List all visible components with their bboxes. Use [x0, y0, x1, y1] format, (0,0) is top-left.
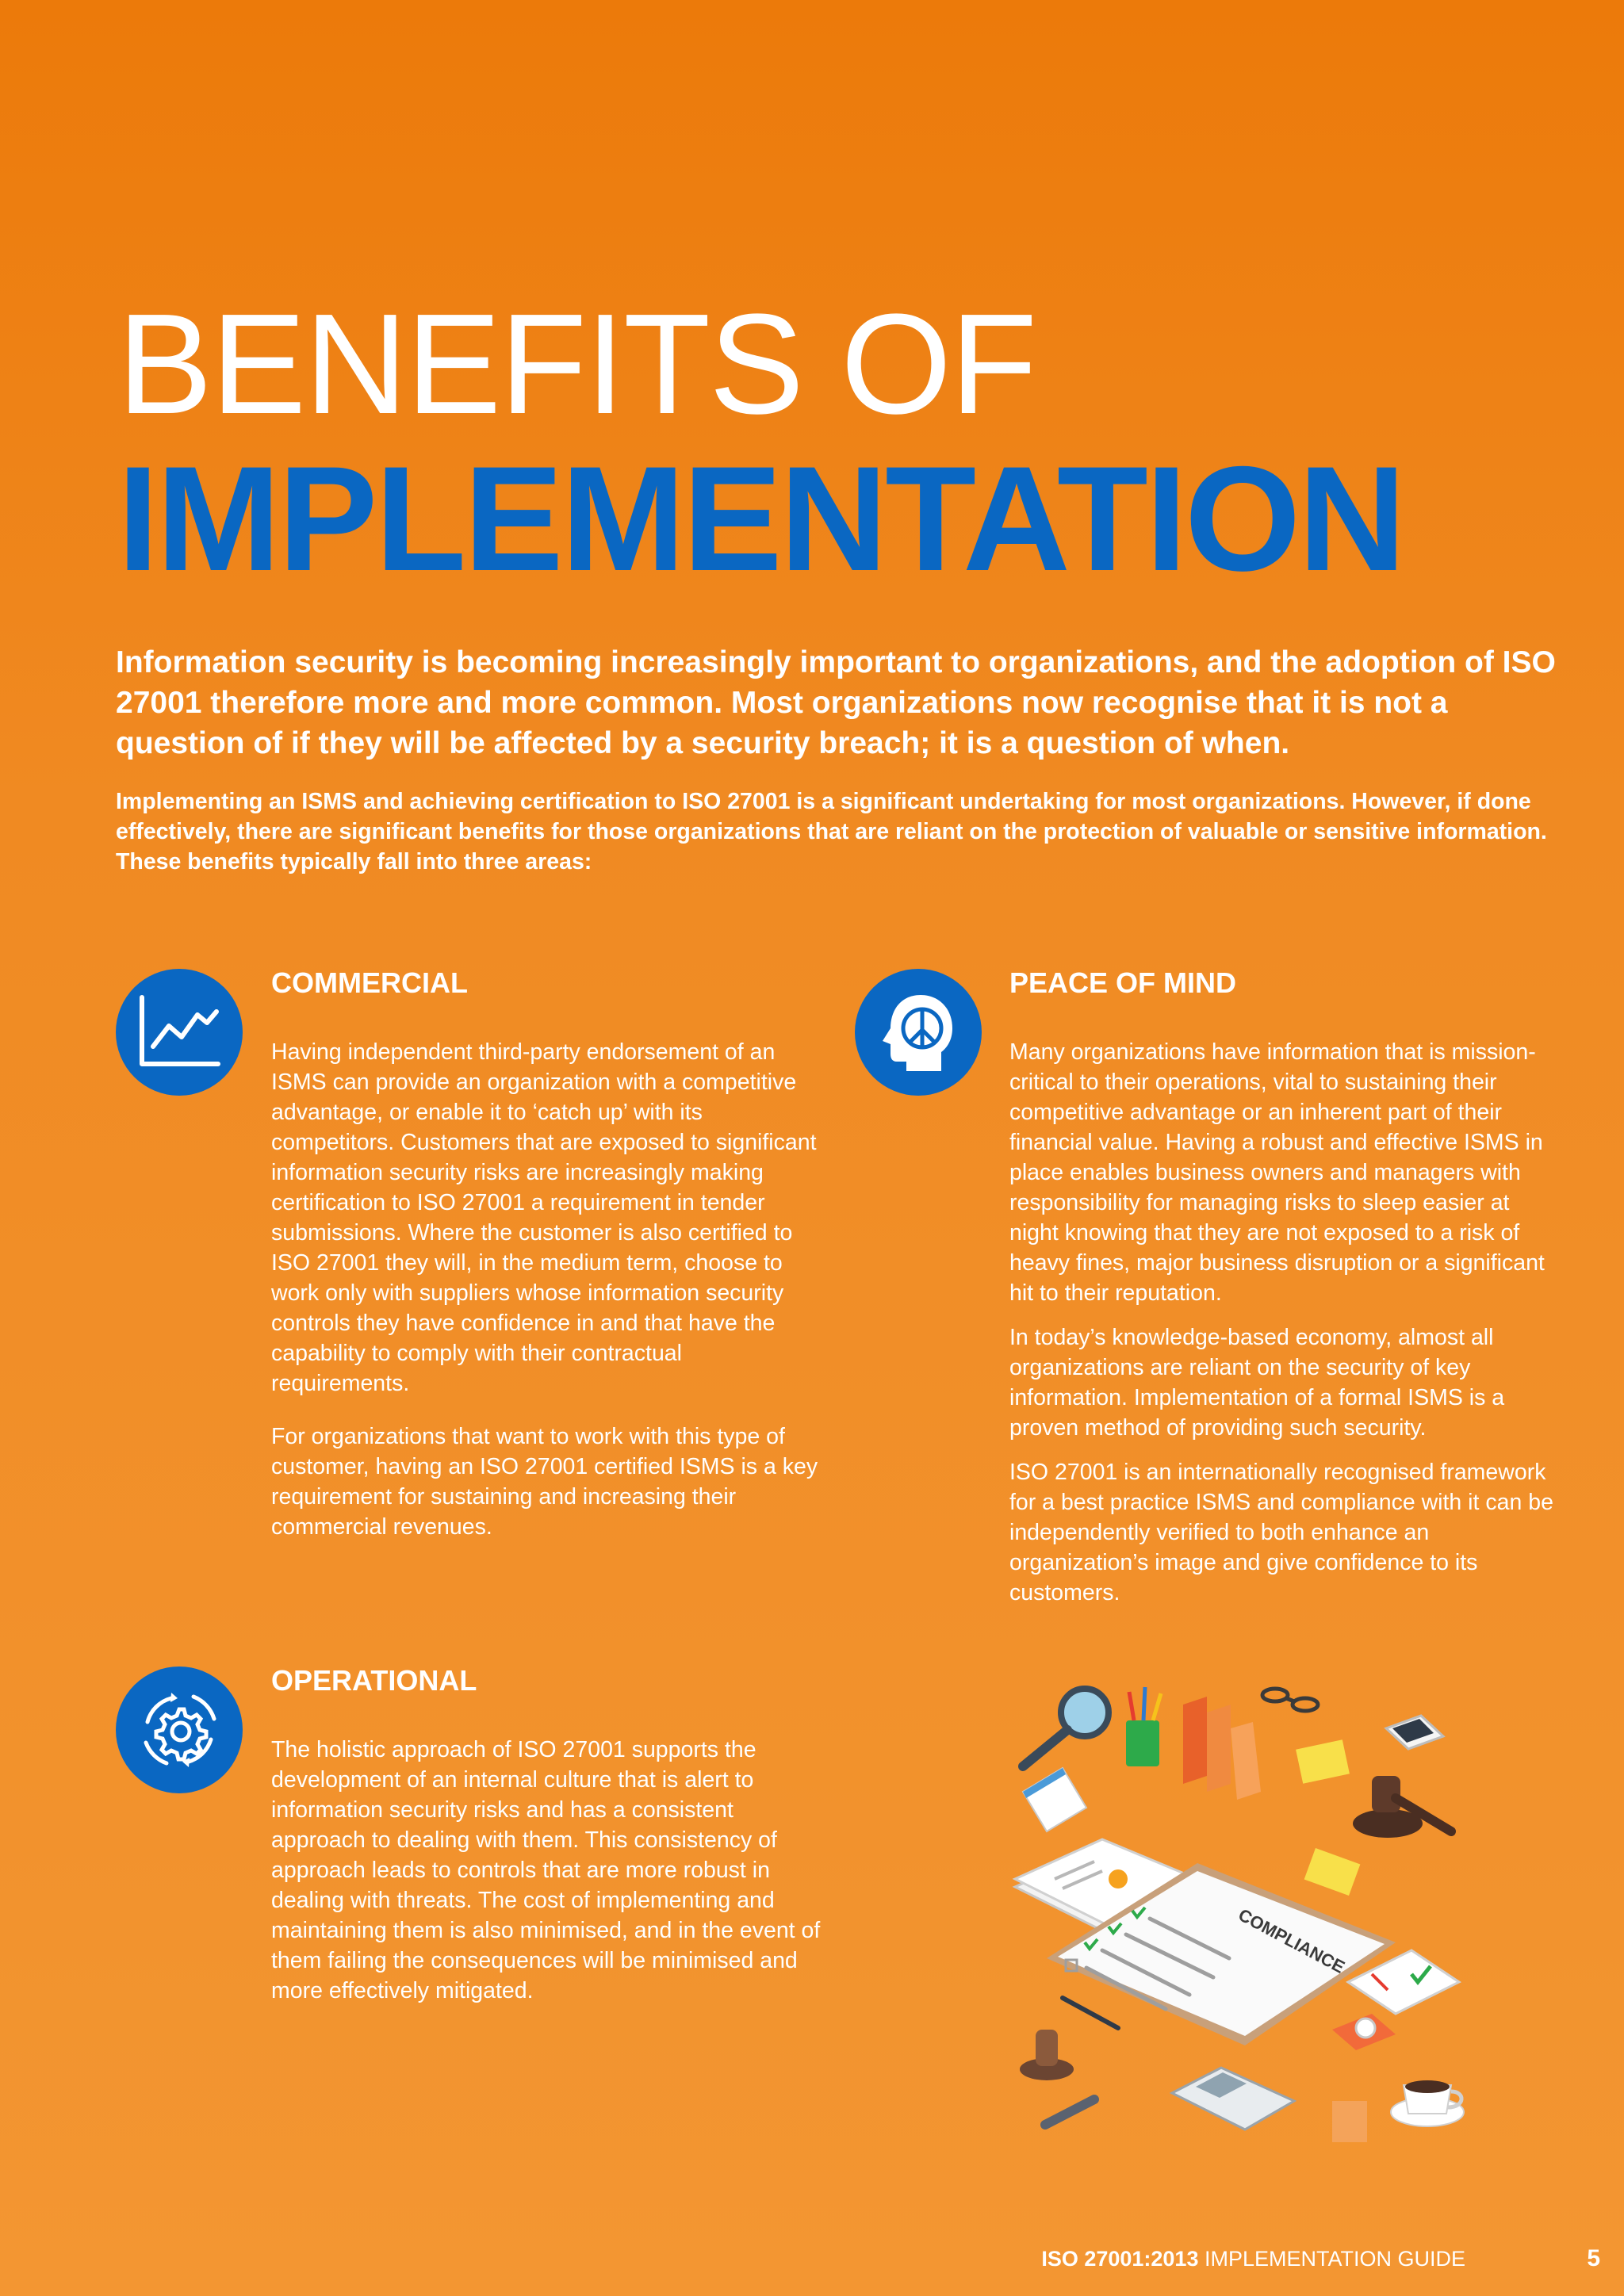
pencil-cup-icon [1126, 1687, 1161, 1766]
pen-icon [1063, 1998, 1118, 2028]
head-peace-icon [855, 969, 982, 1096]
peace-paragraph-1: Many organizations have information that is mission-critical to their operations, vital to sustaining their competitive advantage or an inherent part of their financial value. Having a robust and effective ISMS in place enables business owners and managers with responsibility for managing risks to sleep easier at night knowing that they are not exposed to a risk of heavy fines, major business disruption or a significant hit to their reputation. [1009, 1039, 1545, 1306]
highlighter-icon [1045, 2099, 1094, 2125]
page-number: 5 [1587, 2245, 1600, 2271]
calendar-icon [1023, 1768, 1086, 1831]
commercial-paragraph-2: For organizations that want to work with this type of customer, having an ISO 27001 certified ISMS is a key requirement for sustaining and increasing their commercial revenues. [271, 1424, 818, 1540]
footer-rest: IMPLEMENTATION GUIDE [1198, 2247, 1465, 2271]
magnifier-icon [1023, 1689, 1109, 1766]
peace-paragraph-2: In today’s knowledge-based economy, almost all organizations are reliant on the security of key information. Implementation of a formal ISMS is a proven method of providing such security. [1009, 1325, 1505, 1441]
growth-chart-icon [116, 969, 243, 1096]
peace-of-mind-title: PEACE OF MIND [1009, 966, 1237, 999]
gavel-icon [1353, 1776, 1451, 1838]
phone-icon [1386, 1716, 1443, 1749]
lead-paragraph: Information security is becoming increasingly important to organizations, and the adoption of ISO 27001 therefore more and more common. Most organizations now recognise that it is not a question of if they will be affected by a security breach; it is a question of when. [116, 645, 1556, 760]
gear-cycle-icon [116, 1667, 243, 1793]
stamp-icon [1020, 2030, 1074, 2080]
operational-title: OPERATIONAL [271, 1664, 477, 1697]
commercial-title: COMMERCIAL [271, 966, 468, 999]
box-icon [1332, 2101, 1367, 2142]
operational-paragraph-1: The holistic approach of ISO 27001 supports the development of an internal culture that is alert to information security risks and has a consistent approach to dealing with them. This consistency of approach leads to controls that are more robust in dealing with threats. The cost of implementing and maintaining them is also minimised, and in the event of them failing the consequences will be minimised and more effectively mitigated. [271, 1737, 821, 2003]
clipboard-label: COMPLIANCE [1235, 1904, 1348, 1977]
commercial-paragraph-1: Having independent third-party endorsement of an ISMS can provide an organization with a competitive advantage, or enable it to ‘catch up’ with its competitors. Customers that are exposed to significant information security risks are increasingly making certification to ISO 27001 a requirement in tender submissions. Where the customer is also certified to ISO 27001 they will, in the medium term, choose to work only with suppliers whose information security controls they have confidence in and that have the capability to comply with their contractual requirements. [271, 1039, 817, 1396]
peace-paragraph-3: ISO 27001 is an internationally recognised framework for a best practice ISMS and compliance with it can be independently verified to both enhance an organization’s image and give confidence to its customers. [1009, 1460, 1553, 1605]
tape-dispenser-icon [1332, 2014, 1396, 2050]
footer-bold: ISO 27001:2013 [1041, 2247, 1199, 2271]
coffee-cup-icon [1391, 2080, 1464, 2126]
intro-paragraph: Implementing an ISMS and achieving certification to ISO 27001 is a significant undertaking for most organizations. However, if done effectively, there are significant benefits for those organizations that are reliant on the protection of valuable or sensitive information. These benefits typically fall into three areas: [116, 789, 1547, 874]
footer-guide-title [1041, 2247, 1465, 2271]
binders-icon [1183, 1697, 1261, 1800]
page-title-line1: BENEFITS OF [117, 285, 1036, 444]
compliance-illustration [999, 1681, 1507, 2172]
operational-body [271, 1735, 826, 2029]
glasses-icon [1262, 1689, 1318, 1711]
commercial-body [271, 1037, 826, 1565]
sticky-note-icon [1296, 1739, 1350, 1784]
page-title-line2: IMPLEMENTATION [117, 435, 1404, 602]
calculator-icon [1172, 2068, 1294, 2130]
peace-of-mind-body [1009, 1037, 1565, 1631]
